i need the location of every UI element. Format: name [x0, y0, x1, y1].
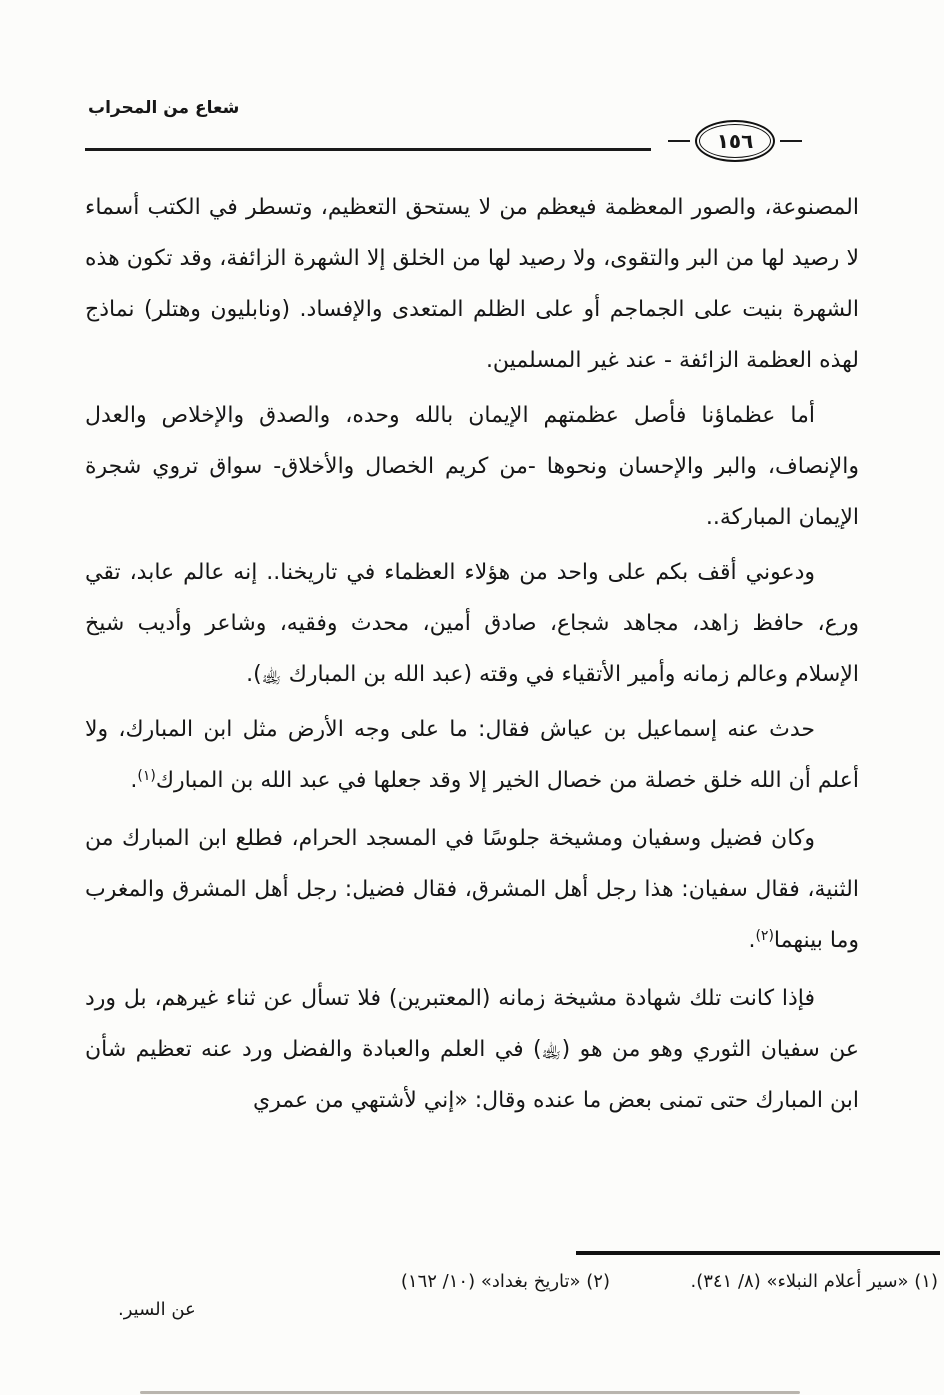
paragraph-tail: . — [748, 928, 756, 953]
page-header — [0, 98, 944, 162]
book-title: شعاع من المحراب — [88, 98, 240, 118]
ornament-dash-left — [668, 140, 690, 142]
body-text — [85, 182, 859, 1130]
body-paragraph-3 — [85, 547, 859, 700]
scan-edge-artifact — [140, 1391, 800, 1394]
page-number-ornament — [668, 120, 802, 162]
footnotes — [118, 1268, 938, 1324]
footnote-separator — [576, 1251, 940, 1255]
body-paragraph-2 — [85, 390, 859, 543]
paragraph-tail: . — [130, 768, 138, 793]
page-number-oval — [695, 120, 775, 162]
paragraph-text: فإذا كانت تلك شهادة مشيخة زمانه (المعتبرين) فلا تسأل عن ثناء غيرهم، بل ورد عن سفيان الثوري وهو من هو (﵀) في العلم والعبادة والفضل ورد عنه تعظيم شأن ابن المبارك حتى تمنى بعض ما عنده وقال: «إني لأشتهي من عمري — [85, 986, 859, 1113]
footnote-2-continuation: عن السير. — [118, 1299, 196, 1320]
header-rule — [85, 148, 651, 151]
body-paragraph-1 — [85, 182, 859, 386]
paragraph-text: ودعوني أقف بكم على واحد من هؤلاء العظماء في تاريخنا.. إنه عالم عابد، تقي ورع، حافظ زاهد، مجاهد شجاع، صادق أمين، محدث وفقيه، وشاعر وأديب شيخ الإسلام وعالم زمانه وأمير الأتقياء في وقته (عبد الله بن المبارك ﵀). — [85, 560, 859, 687]
paragraph-text: وكان فضيل وسفيان ومشيخة جلوسًا في المسجد الحرام، فطلع ابن المبارك من الثنية، فقال سفيان: هذا رجل أهل المشرق، فقال فضيل: رجل أهل المشرق والمغرب وما بينهما — [85, 826, 859, 953]
footnote-marker-1: (١) — [137, 768, 156, 784]
body-paragraph-4 — [85, 704, 859, 809]
paragraph-text: المصنوعة، والصور المعظمة فيعظم من لا يستحق التعظيم، وتسطر في الكتب أسماء لا رصيد لها من البر والتقوى، ولا رصيد لها من الخلق إلا الشهرة الزائفة، وقد تكون هذه الشهرة بنيت على الجماجم أو على الظلم المتعدى والإفساد. (ونابليون وهتلر) نماذج لهذه العظمة الزائفة - عند غير المسلمين. — [85, 195, 859, 373]
paragraph-text: أما عظماؤنا فأصل عظمتهم الإيمان بالله وحده، والصدق والإخلاص والعدل والإنصاف، والبر والإحسان ونحوها -من كريم الخصال والأخلاق- سواق تروي شجرة الإيمان المباركة.. — [85, 403, 859, 530]
footnote-2 — [118, 1268, 610, 1324]
footnote-2-text: (٢) «تاريخ بغداد» (١٠/ ١٦٢) — [400, 1271, 610, 1292]
ornament-dash-right — [780, 140, 802, 142]
body-paragraph-5 — [85, 813, 859, 969]
body-paragraph-6 — [85, 973, 859, 1126]
paragraph-text: حدث عنه إسماعيل بن عياش فقال: ما على وجه الأرض مثل ابن المبارك، ولا أعلم أن الله خلق خصلة من خصال الخير إلا وقد جعلها في عبد الله بن المبارك — [85, 717, 859, 793]
page-number: ١٥٦ — [716, 129, 754, 153]
footnote-1: (١) «سير أعلام النبلاء» (٨/ ٣٤١). — [690, 1271, 938, 1292]
footnote-marker-2: (٢) — [755, 928, 774, 944]
